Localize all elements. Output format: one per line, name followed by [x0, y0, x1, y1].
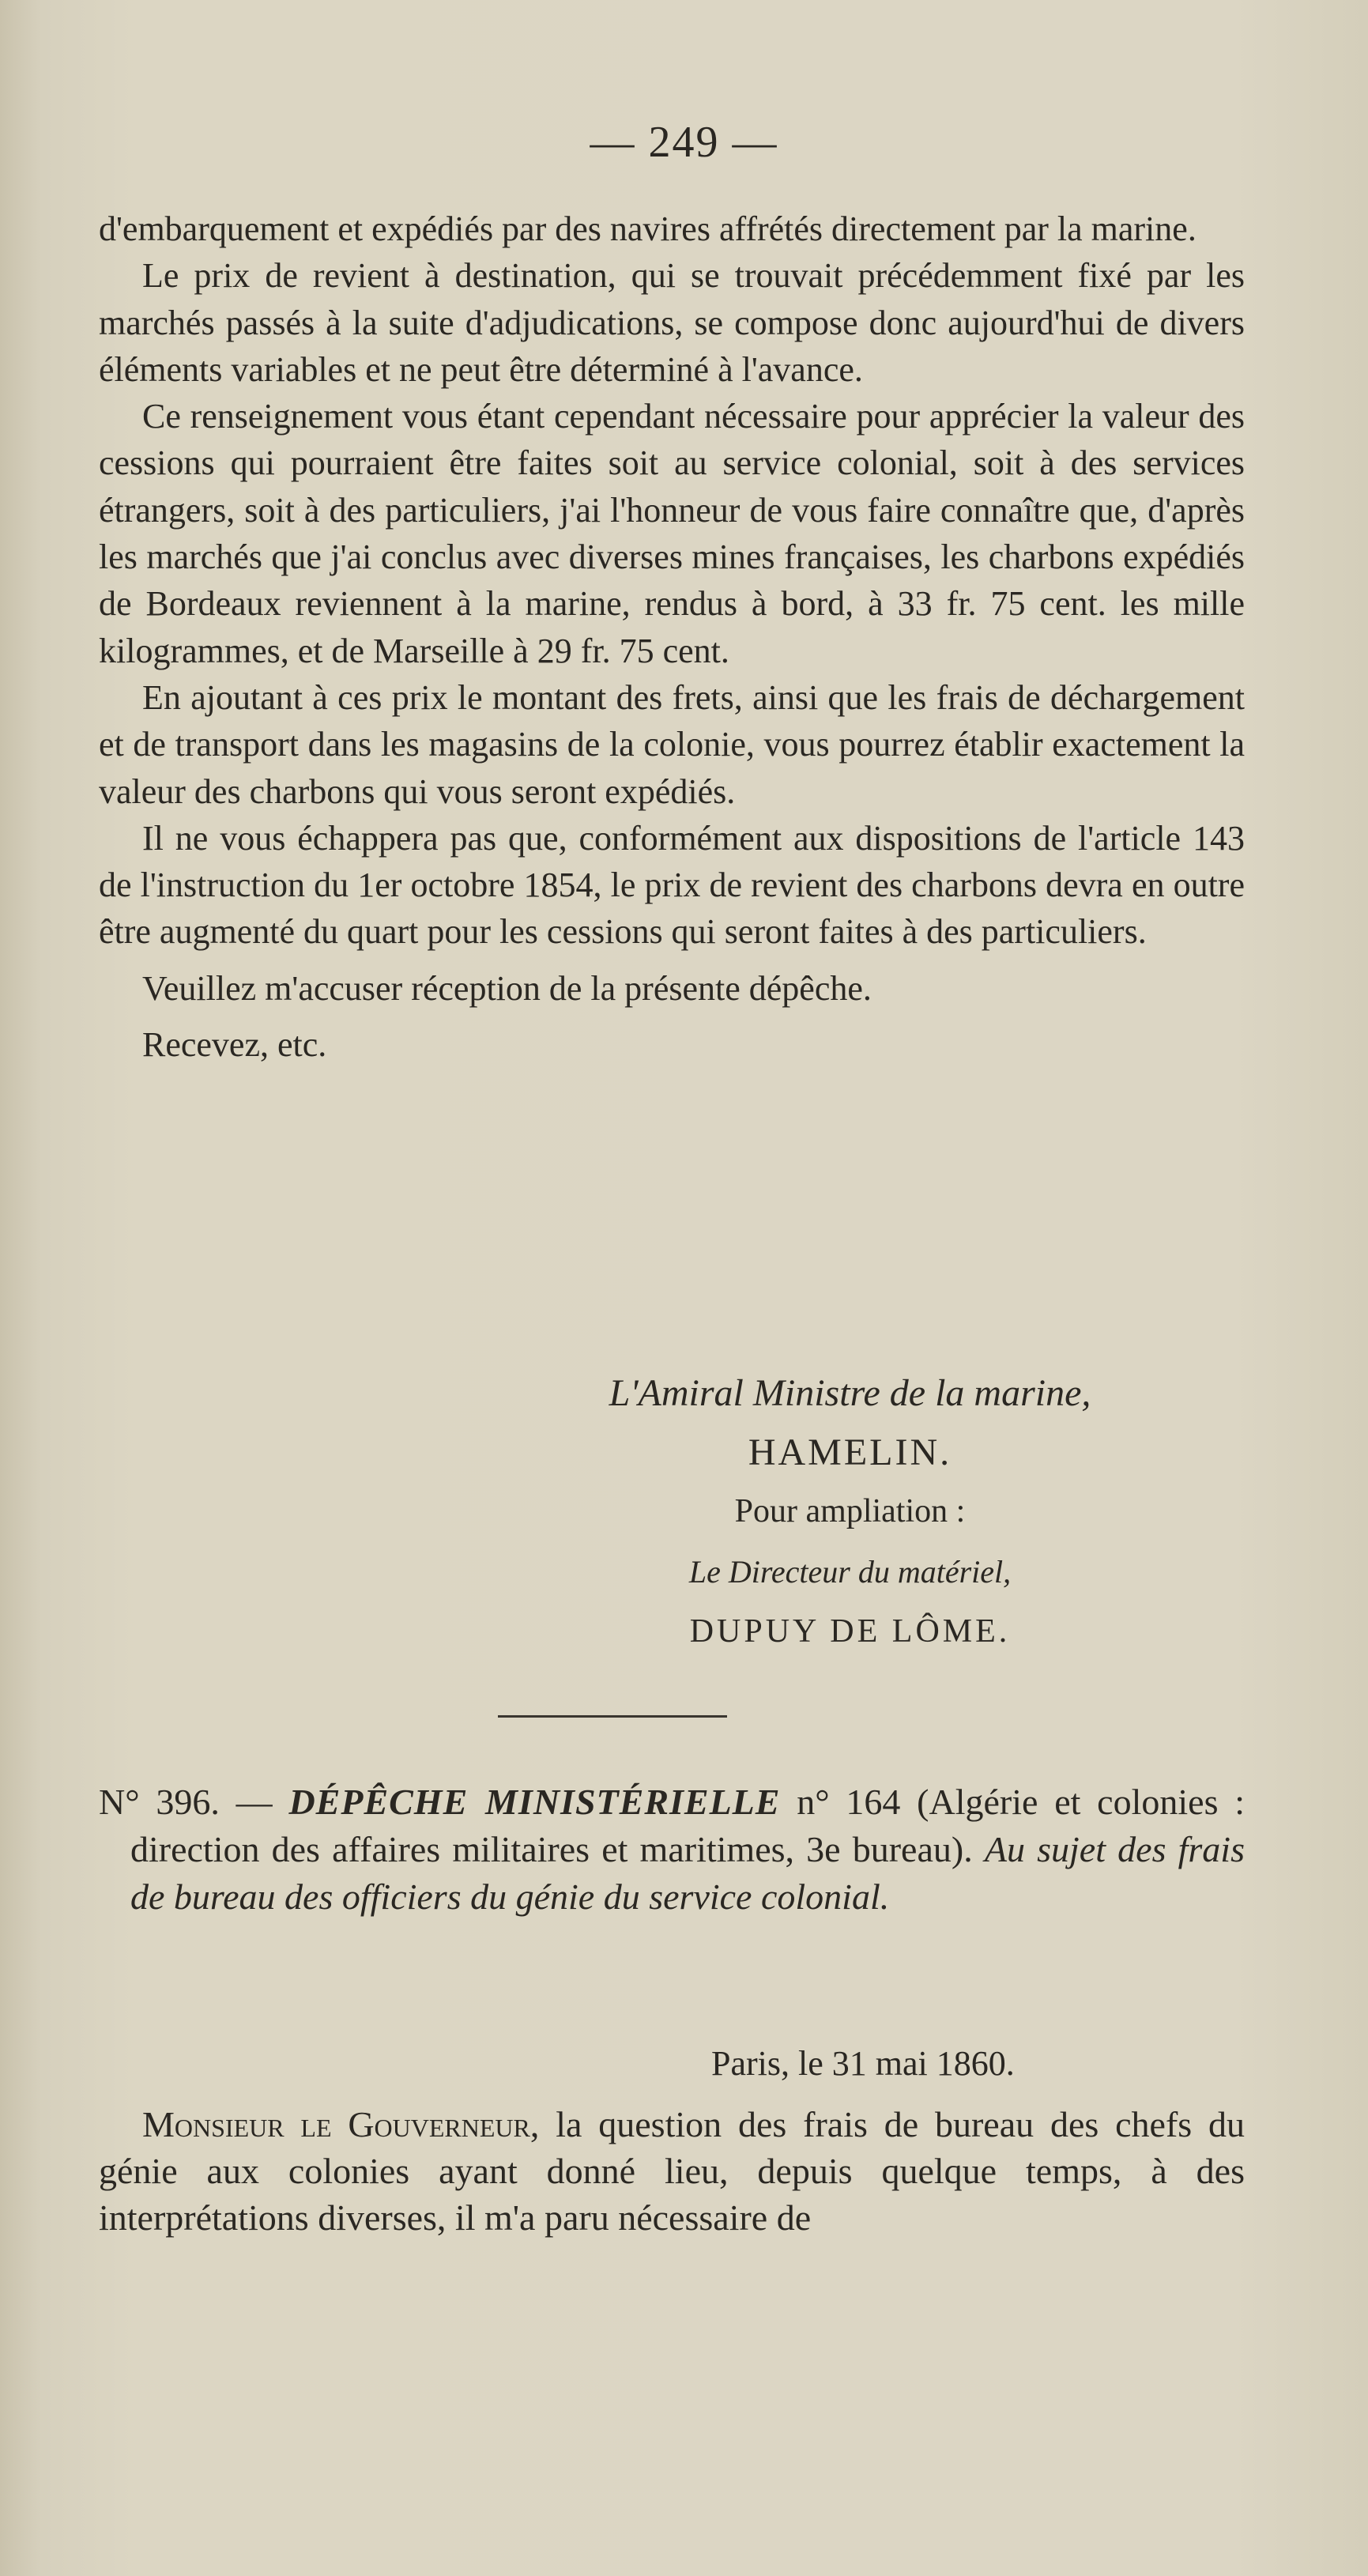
decree-heading-text	[99, 1778, 1245, 1921]
paragraph: Recevez, etc.	[142, 1025, 327, 1065]
decree-number: N° 396. —	[99, 1782, 273, 1822]
ampliation-label: Pour ampliation :	[734, 1493, 966, 1529]
paragraph: d'embarquement et expédiés par des navires affrétés directement par la marine.	[99, 209, 1197, 248]
paragraph: Il ne vous échappera pas que, conformément aux dispositions de l'article 143 de l'instruction du 1er octobre 1854, le prix de revient des charbons devra en outre être augmenté du quart pour les cessions qui seront faites à des particuliers.	[99, 818, 1245, 952]
decree-heading	[99, 1778, 1245, 1921]
director-title: Le Directeur du matériel,	[688, 1554, 1012, 1590]
minister-title: L'Amiral Ministre de la marine,	[609, 1372, 1091, 1414]
letter-body	[99, 2101, 1245, 2241]
decree-subject: Au sujet des frais de bureau des officiers du génie du service colonial.	[130, 1829, 1245, 1917]
letter-text: la question des frais de bureau des chefs du génie aux colonies ayant donné lieu, depuis quelque temps, à des interprétations diverses, il m'a paru nécessaire de	[99, 2104, 1245, 2238]
minister-name: HAMELIN.	[748, 1431, 952, 1473]
paragraph: Ce renseignement vous étant cependant nécessaire pour apprécier la valeur des cessions qui pourraient être faites soit au service colonial, soit à des services étrangers, soit à des particuliers, j'ai l'honneur de vous faire connaître que, d'après les marchés que j'ai conclus avec diverses mines françaises, les charbons expédiés de Bordeaux reviennent à la marine, rendus à bord, à 33 fr. 75 cent. les mille kilogrammes, et de Marseille à 29 fr. 75 cent.	[99, 397, 1245, 670]
paragraph: Veuillez m'accuser réception de la présente dépêche.	[142, 968, 872, 1008]
paragraph: En ajoutant à ces prix le montant des frets, ainsi que les frais de déchargement et de transport dans les magasins de la colonie, vous pourrez établir exactement la valeur des charbons qui vous seront expédiés.	[99, 677, 1245, 811]
decree-title: DÉPÊCHE MINISTÉRIELLE	[288, 1782, 781, 1822]
salutation: Monsieur le Gouverneur,	[142, 2104, 540, 2144]
paragraph: Le prix de revient à destination, qui se trouvait précédemment fixé par les marchés passés à la suite d'adjudications, se compose donc aujourd'hui de divers éléments variables et ne peut être déterminé à l'avance.	[99, 256, 1245, 389]
dateline: Paris, le 31 mai 1860.	[711, 2044, 1015, 2083]
page-number: — 249 —	[590, 118, 778, 167]
letter-paragraph	[99, 2101, 1245, 2241]
main-text	[99, 206, 1245, 1068]
section-divider	[498, 1715, 727, 1718]
decree-reference: n° 164 (Algérie et colonies : direction des affaires militaires et maritimes, 3e bureau).	[130, 1782, 1246, 1869]
director-name: DUPUY DE LÔME.	[689, 1613, 1011, 1650]
